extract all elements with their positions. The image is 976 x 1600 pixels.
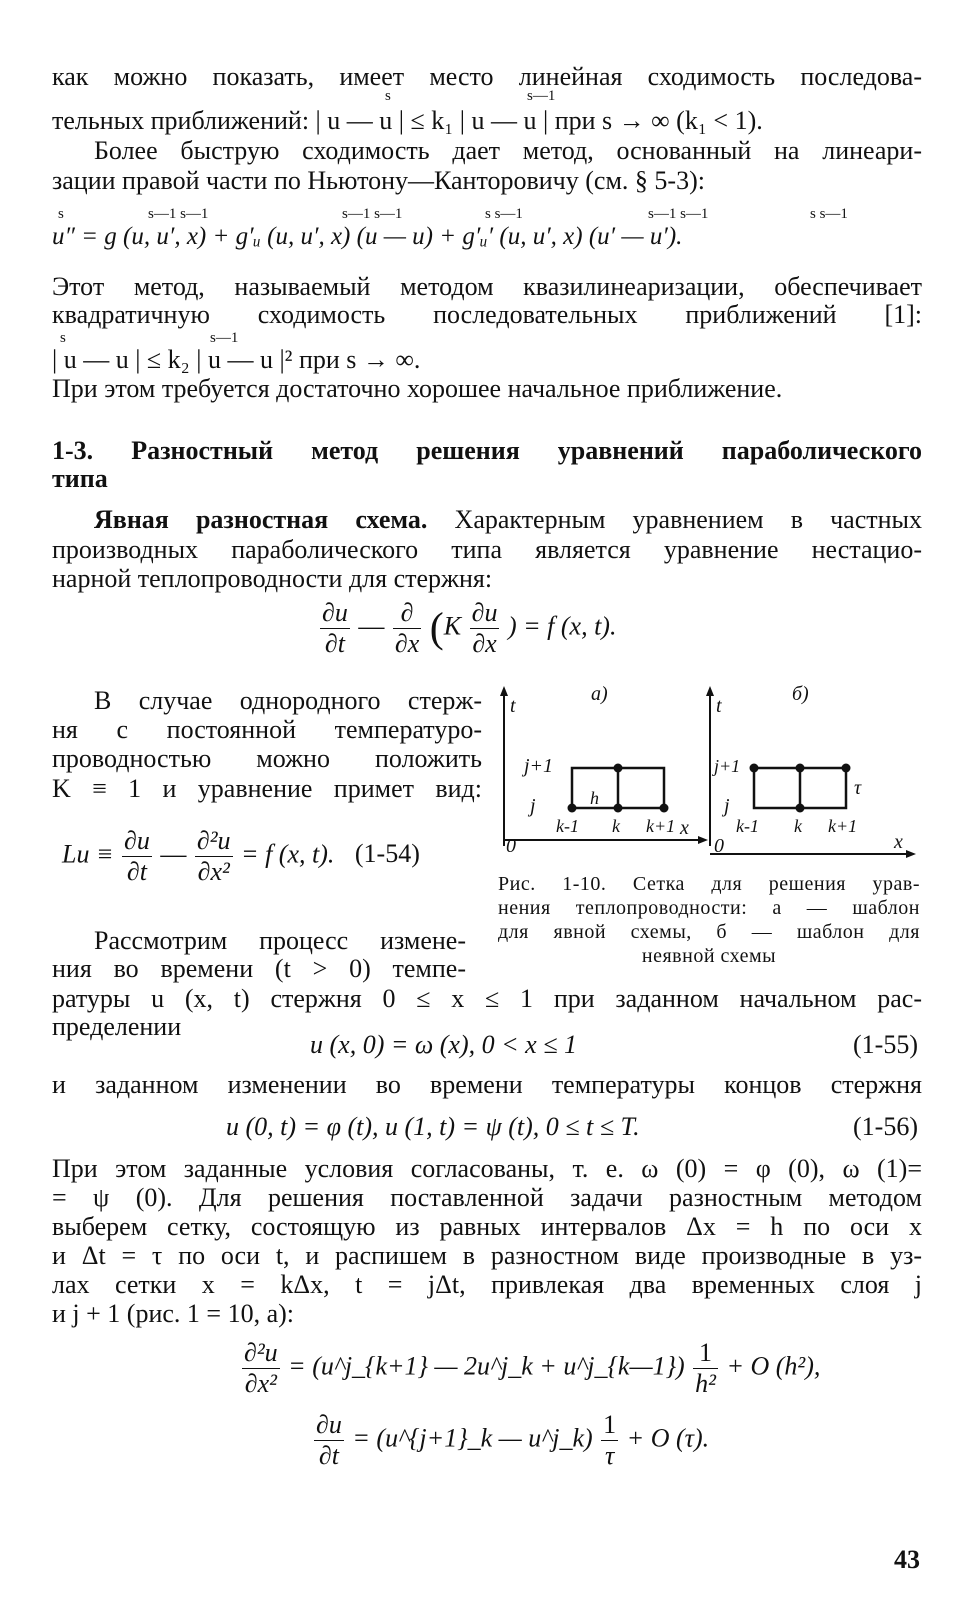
text-line: нарной теплопроводности для стержня: — [52, 564, 493, 593]
iteration-index: s — [60, 330, 66, 346]
origin-label: 0 — [714, 835, 724, 857]
text-line: и j + 1 (рис. 1 = 10, a): — [52, 1299, 294, 1328]
text-line: выберем сетку, состоящую из равных интервалов Δx = h по оси x — [52, 1212, 922, 1241]
j-label: j — [724, 795, 730, 817]
iteration-index: s—1 s—1 — [148, 206, 209, 222]
text-line: В случае однородного стерж- — [94, 686, 482, 715]
t-axis-label: t — [510, 695, 516, 717]
x-axis-label: x — [680, 817, 689, 839]
fraction: $\frac{\text{∂²u}}{\text{∂x²}}$ — [244, 1338, 278, 1398]
text-line: ратуры u (x, t) стержня 0 ≤ x ≤ 1 при заданном начальном рас- — [52, 984, 922, 1013]
paragraph-lead: Явная разностная схема. — [94, 505, 428, 534]
km1-label: k-1 — [556, 816, 579, 836]
k-label: k — [612, 816, 620, 836]
text-line: как можно показать, имеет место линейная сходимость последова- — [52, 62, 922, 91]
iteration-index: s s—1 — [485, 206, 523, 222]
iteration-index: s — [58, 206, 64, 222]
iteration-index: s—1 — [527, 88, 556, 104]
tau-label: τ — [854, 777, 862, 799]
fraction: $\frac{\partial u}{\partial t}$ — [124, 826, 150, 886]
text-line: тельных приближений: | u — u | ≤ k₁ | u — u | при s → ∞ (k₁ < 1). — [52, 106, 763, 135]
node — [842, 764, 851, 773]
text-line: производных параболического типа является уравнение нестацио- — [52, 535, 922, 564]
text-span: Характерным уравнением в частных — [454, 505, 923, 534]
fraction: $\frac{\partial u}{\partial t}$ — [322, 598, 348, 658]
origin-label: 0 — [506, 835, 516, 857]
fraction: $\frac{\partial}{\partial x}$ — [394, 598, 420, 658]
fraction: $\frac{1}{\text{h²}}$ — [695, 1338, 716, 1398]
equation-time-derivative: $\frac{\partial u}{\partial t}$ = (u^{j+1}_k — u^j_k) $\frac{1}{\tau}$ + O (τ). — [316, 1410, 710, 1470]
fraction: $\frac{\partial u}{\partial x}$ — [471, 598, 498, 658]
panel-label: б) — [792, 684, 809, 705]
text-line: квадратичную сходимость последовательных приближений [1]: — [52, 300, 922, 329]
j1-label: j+1 — [714, 756, 741, 776]
text-line: При этом заданные условия согласованы, т. е. ω (0) = φ (0), ω (1)= — [52, 1154, 922, 1183]
x-axis-label: x — [894, 831, 903, 853]
km1-label: k-1 — [736, 816, 759, 836]
equation-1-54: Lu ≡ $\frac{\partial u}{\partial t}$ — $\frac{\text{∂²u}}{\text{∂x²}}$ = f (x, t). (1-54) — [62, 826, 420, 886]
j-label: j — [530, 795, 536, 817]
equation-heat: $\frac{\partial u}{\partial t}$ — $\frac{\partial}{\partial x}$ (K $\frac{\partial u}{\partial x}$ ) = f (x, t). — [322, 598, 617, 658]
caption-line: неявной схемы — [641, 945, 777, 967]
fraction: $\frac{\text{∂²u}}{\text{∂x²}}$ — [196, 826, 231, 886]
figure-caption — [498, 872, 920, 968]
caption-line: нения теплопроводности: а — шаблон — [498, 897, 920, 919]
caption-line: Рис. 1-10. Сетка для решения урав- — [498, 873, 920, 895]
iteration-index: s—1 s—1 — [342, 206, 403, 222]
text-line: Рассмотрим процесс измене- — [94, 926, 466, 955]
text-line: проводностью можно положить — [52, 744, 482, 773]
k-label: k — [794, 816, 802, 836]
page-number: 43 — [894, 1545, 920, 1574]
node — [614, 764, 623, 773]
panel-b — [706, 684, 916, 858]
panel-label: а) — [591, 684, 608, 705]
equation-newton: u″ = g (u, u′, x) + g′ᵤ (u, u′, x) (u — u) + g′ᵤ′ (u, u′, x) (u′ — u′). — [52, 223, 683, 250]
equation-number: (1-56) — [853, 1112, 918, 1141]
node — [568, 804, 577, 813]
equation-second-derivative: $\frac{\text{∂²u}}{\text{∂x²}}$ = (u^j_{k+1} — 2u^j_k + u^j_{k—1}) $\frac{1}{\text{h²}}$ + O (h²), — [244, 1338, 821, 1398]
text-line — [94, 505, 922, 535]
h-label: h — [590, 788, 599, 808]
text-line: лах сетки x = kΔx, t = jΔt, привлекая два временных слоя j — [52, 1270, 922, 1299]
node — [750, 764, 759, 773]
text-line: и Δt = τ по оси t, и распишем в разностном виде производные в уз- — [52, 1241, 922, 1270]
kp1-label: k+1 — [646, 816, 676, 836]
text-line: и заданном изменении во времени температуры концов стержня — [52, 1070, 922, 1099]
section-heading: 1-3. Разностный метод решения уравнений параболического — [52, 436, 922, 465]
iteration-index: s — [385, 88, 391, 104]
text-line: зации правой части по Ньютону—Канторовичу (см. § 5-3): — [52, 166, 705, 195]
text-line: = ψ (0). Для решения поставленной задачи разностным методом — [52, 1183, 922, 1212]
t-axis-label: t — [716, 695, 722, 717]
text-line: K ≡ 1 и уравнение примет вид: — [52, 774, 482, 803]
equation-number: (1-55) — [853, 1030, 918, 1059]
node — [796, 764, 805, 773]
text-line: ния во времени (t > 0) темпе- — [52, 954, 466, 983]
text-line: При этом требуется достаточно хорошее начальное приближение. — [52, 374, 783, 403]
fraction: $\frac{\partial u}{\partial t}$ — [316, 1410, 342, 1470]
text-line: ня с постоянной температуро- — [52, 715, 482, 744]
j1-label: j+1 — [524, 755, 554, 777]
text-line: Этот метод, называемый методом квазилинеаризации, обеспечивает — [52, 272, 922, 301]
iteration-index: s—1 — [210, 330, 239, 346]
fraction: $\frac{1}{\tau}$ — [603, 1410, 617, 1470]
grid-figure — [496, 684, 926, 864]
panel-a — [500, 684, 708, 857]
equation-1-55: u (x, 0) = ω (x), 0 < x ≤ 1 — [310, 1030, 577, 1059]
text-line: | u — u | ≤ k₂ | u — u |² при s → ∞. — [52, 345, 421, 374]
section-heading: типа — [52, 464, 108, 493]
node — [796, 804, 805, 813]
iteration-index: s—1 s—1 — [648, 206, 709, 222]
kp1-label: k+1 — [828, 816, 858, 836]
text-line: пределении — [52, 1012, 182, 1041]
node — [660, 804, 669, 813]
caption-line: для явной схемы, б — шаблон для — [498, 921, 920, 943]
iteration-index: s s—1 — [810, 206, 848, 222]
node — [614, 804, 623, 813]
equation-1-56: u (0, t) = φ (t), u (1, t) = ψ (t), 0 ≤ t ≤ T. — [226, 1112, 640, 1141]
text-line: Более быструю сходимость дает метод, основанный на линеари- — [94, 136, 922, 165]
